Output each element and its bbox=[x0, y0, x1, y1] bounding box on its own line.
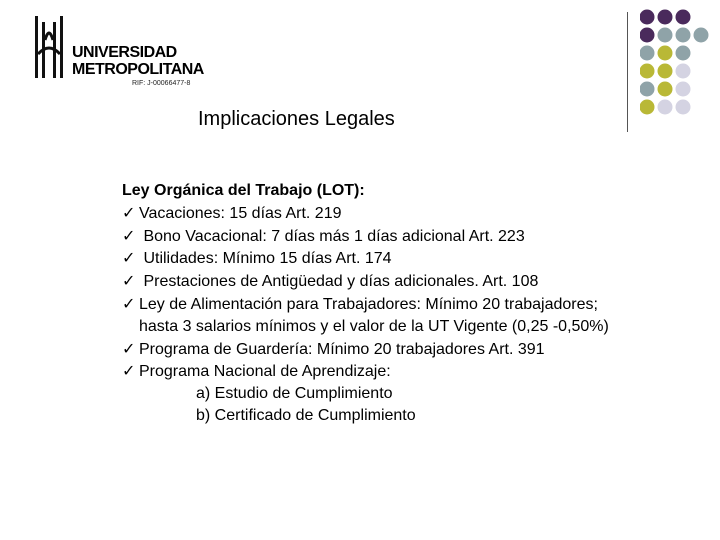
logo-text-universidad: UNIVERSIDAD bbox=[72, 44, 177, 61]
decorative-dot bbox=[658, 100, 673, 115]
bullet-text: Programa Nacional de Aprendizaje: bbox=[139, 363, 391, 381]
bullet-item bbox=[122, 338, 702, 361]
decorative-dot bbox=[640, 100, 655, 115]
bullet-item bbox=[122, 202, 702, 225]
decorative-dot bbox=[676, 10, 691, 25]
check-icon: ✓ bbox=[122, 202, 136, 222]
bullet-item bbox=[122, 293, 702, 316]
check-icon: ✓ bbox=[122, 225, 136, 245]
university-emblem-icon bbox=[34, 16, 64, 78]
decorative-dot bbox=[676, 82, 691, 97]
bullet-text: Utilidades: Mínimo 15 días Art. 174 bbox=[139, 250, 392, 268]
check-icon: ✓ bbox=[122, 271, 136, 291]
decorative-dot bbox=[676, 28, 691, 43]
bullet-text: Programa de Guardería: Mínimo 20 trabajadores Art. 391 bbox=[139, 340, 545, 358]
sub-item: a) Estudio de Cumplimiento bbox=[196, 385, 393, 403]
check-icon: ✓ bbox=[122, 248, 136, 268]
bullet-text: Vacaciones: 15 días Art. 219 bbox=[139, 204, 342, 222]
decorative-dot bbox=[676, 46, 691, 61]
university-logo bbox=[34, 16, 214, 92]
vertical-divider bbox=[627, 12, 628, 132]
logo-text-metropolitana: METROPOLITANA bbox=[72, 61, 204, 78]
slide-content bbox=[122, 180, 702, 427]
decorative-dot bbox=[658, 28, 673, 43]
decorative-dot bbox=[640, 64, 655, 79]
law-heading: Ley Orgánica del Trabajo (LOT): bbox=[122, 182, 365, 199]
decorative-dot bbox=[658, 82, 673, 97]
decorative-dot bbox=[694, 28, 709, 43]
check-icon: ✓ bbox=[122, 338, 136, 358]
slide-title: Implicaciones Legales bbox=[198, 108, 395, 130]
decorative-dot-grid bbox=[640, 9, 710, 119]
bullet-continuation: hasta 3 salarios mínimos y el valor de la UT Vigente (0,25 -0,50%) bbox=[139, 317, 609, 335]
bullet-item bbox=[122, 270, 702, 293]
decorative-dot bbox=[658, 64, 673, 79]
bullet-item bbox=[122, 360, 702, 383]
decorative-dot bbox=[676, 64, 691, 79]
check-icon: ✓ bbox=[122, 293, 136, 313]
decorative-dot bbox=[640, 10, 655, 25]
sub-item: b) Certificado de Cumplimiento bbox=[196, 406, 416, 424]
decorative-dot bbox=[658, 10, 673, 25]
decorative-dot bbox=[676, 100, 691, 115]
check-icon: ✓ bbox=[122, 361, 136, 381]
bullet-text: Prestaciones de Antigüedad y días adicionales. Art. 108 bbox=[139, 273, 539, 291]
bullet-item bbox=[122, 225, 702, 248]
decorative-dot bbox=[640, 82, 655, 97]
decorative-dot bbox=[640, 46, 655, 61]
bullet-text: Ley de Alimentación para Trabajadores: Mínimo 20 trabajadores; bbox=[139, 295, 598, 313]
logo-rif-text: RIF: J-00066477-8 bbox=[132, 80, 191, 87]
decorative-dot bbox=[640, 28, 655, 43]
bullet-item bbox=[122, 247, 702, 270]
decorative-dot bbox=[658, 46, 673, 61]
bullet-text: Bono Vacacional: 7 días más 1 días adicional Art. 223 bbox=[139, 227, 525, 245]
